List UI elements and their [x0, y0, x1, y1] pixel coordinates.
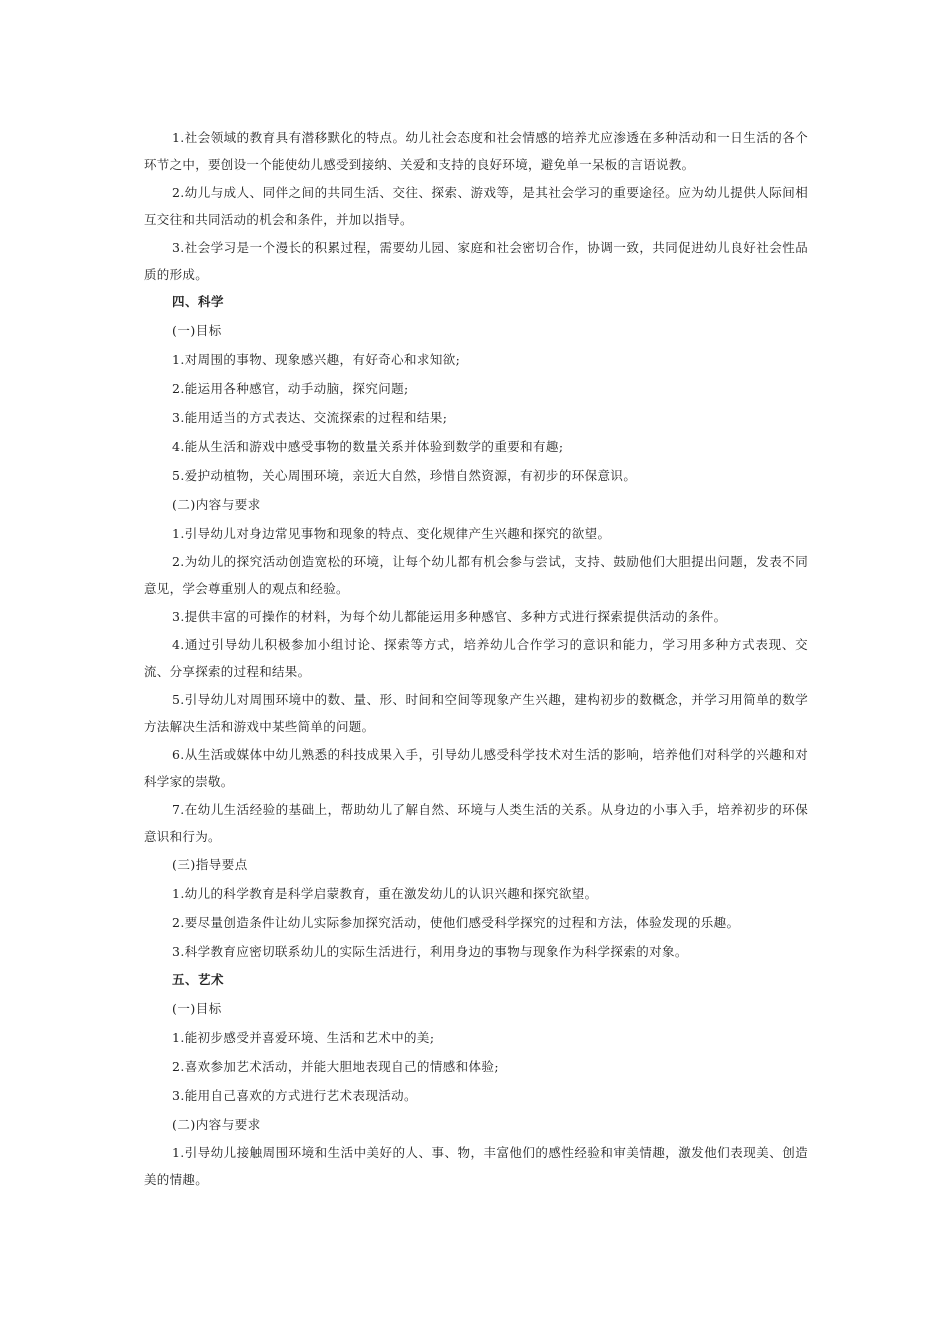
subheading-science-goals: (一)目标: [172, 323, 222, 338]
subheading-art-content: (二)内容与要求: [172, 1117, 261, 1132]
section-heading-art: 五、艺术: [172, 972, 225, 987]
paragraph-social-3: 3.社会学习是一个漫长的积累过程，需要幼儿园、家庭和社会密切合作，协调一致，共同促进幼儿良好社会性品质的形成。: [144, 240, 808, 282]
list-item-science-content-1: 1.引导幼儿对身边常见事物和现象的特点、变化规律产生兴趣和探究的欲望。: [172, 526, 611, 541]
paragraph-science-content-4: 4.通过引导幼儿积极参加小组讨论、探索等方式，培养幼儿合作学习的意识和能力，学习用多种方式表现、交流、分享探索的过程和结果。: [144, 637, 808, 679]
paragraph-social-2: 2.幼儿与成人、同伴之间的共同生活、交往、探索、游戏等，是其社会学习的重要途径。应为幼儿提供人际间相互交往和共同活动的机会和条件，并加以指导。: [144, 185, 808, 227]
paragraph-science-content-5: 5.引导幼儿对周围环境中的数、量、形、时间和空间等现象产生兴趣，建构初步的数概念，并学习用简单的数学方法解决生活和游戏中某些简单的问题。: [144, 692, 808, 734]
list-item-science-guidance-3: 3.科学教育应密切联系幼儿的实际生活进行，利用身边的事物与现象作为科学探索的对象。: [172, 944, 688, 959]
list-item-art-goal-2: 2.喜欢参加艺术活动，并能大胆地表现自己的情感和体验;: [172, 1059, 499, 1074]
list-item-science-guidance-2: 2.要尽量创造条件让幼儿实际参加探究活动，使他们感受科学探究的过程和方法，体验发现的乐趣。: [172, 915, 740, 930]
list-item-art-goal-3: 3.能用自己喜欢的方式进行艺术表现活动。: [172, 1088, 417, 1103]
list-item-art-goal-1: 1.能初步感受并喜爱环境、生活和艺术中的美;: [172, 1030, 435, 1045]
paragraph-science-content-2: 2.为幼儿的探究活动创造宽松的环境，让每个幼儿都有机会参与尝试，支持、鼓励他们大胆提出问题，发表不同意见，学会尊重别人的观点和经验。: [144, 554, 808, 596]
subheading-science-guidance: (三)指导要点: [172, 857, 248, 872]
list-item-science-content-3: 3.提供丰富的可操作的材料，为每个幼儿都能运用多种感官、多种方式进行探索提供活动的条件。: [172, 609, 727, 624]
list-item-science-goal-5: 5.爱护动植物，关心周围环境，亲近大自然，珍惜自然资源，有初步的环保意识。: [172, 468, 637, 483]
subheading-art-goals: (一)目标: [172, 1001, 222, 1016]
paragraph-science-content-6: 6.从生活或媒体中幼儿熟悉的科技成果入手，引导幼儿感受科学技术对生活的影响，培养他们对科学的兴趣和对科学家的崇敬。: [144, 747, 808, 789]
document-page: [144, 124, 808, 1193]
list-item-science-goal-4: 4.能从生活和游戏中感受事物的数量关系并体验到数学的重要和有趣;: [172, 439, 564, 454]
subheading-science-content: (二)内容与要求: [172, 497, 261, 512]
paragraph-art-content-1: 1.引导幼儿接触周围环境和生活中美好的人、事、物，丰富他们的感性经验和审美情趣，激发他们表现美、创造美的情趣。: [144, 1145, 808, 1187]
list-item-science-goal-2: 2.能运用各种感官，动手动脑，探究问题;: [172, 381, 409, 396]
section-heading-science: 四、科学: [172, 294, 225, 309]
list-item-science-goal-3: 3.能用适当的方式表达、交流探索的过程和结果;: [172, 410, 448, 425]
paragraph-social-1: 1.社会领域的教育具有潜移默化的特点。幼儿社会态度和社会情感的培养尤应渗透在多种活动和一日生活的各个环节之中，要创设一个能使幼儿感受到接纳、关爱和支持的良好环境，避免单一呆板的言语说教。: [144, 130, 808, 172]
paragraph-science-content-7: 7.在幼儿生活经验的基础上，帮助幼儿了解自然、环境与人类生活的关系。从身边的小事入手，培养初步的环保意识和行为。: [144, 802, 808, 844]
list-item-science-goal-1: 1.对周围的事物、现象感兴趣，有好奇心和求知欲;: [172, 352, 461, 367]
list-item-science-guidance-1: 1.幼儿的科学教育是科学启蒙教育，重在激发幼儿的认识兴趣和探究欲望。: [172, 886, 598, 901]
